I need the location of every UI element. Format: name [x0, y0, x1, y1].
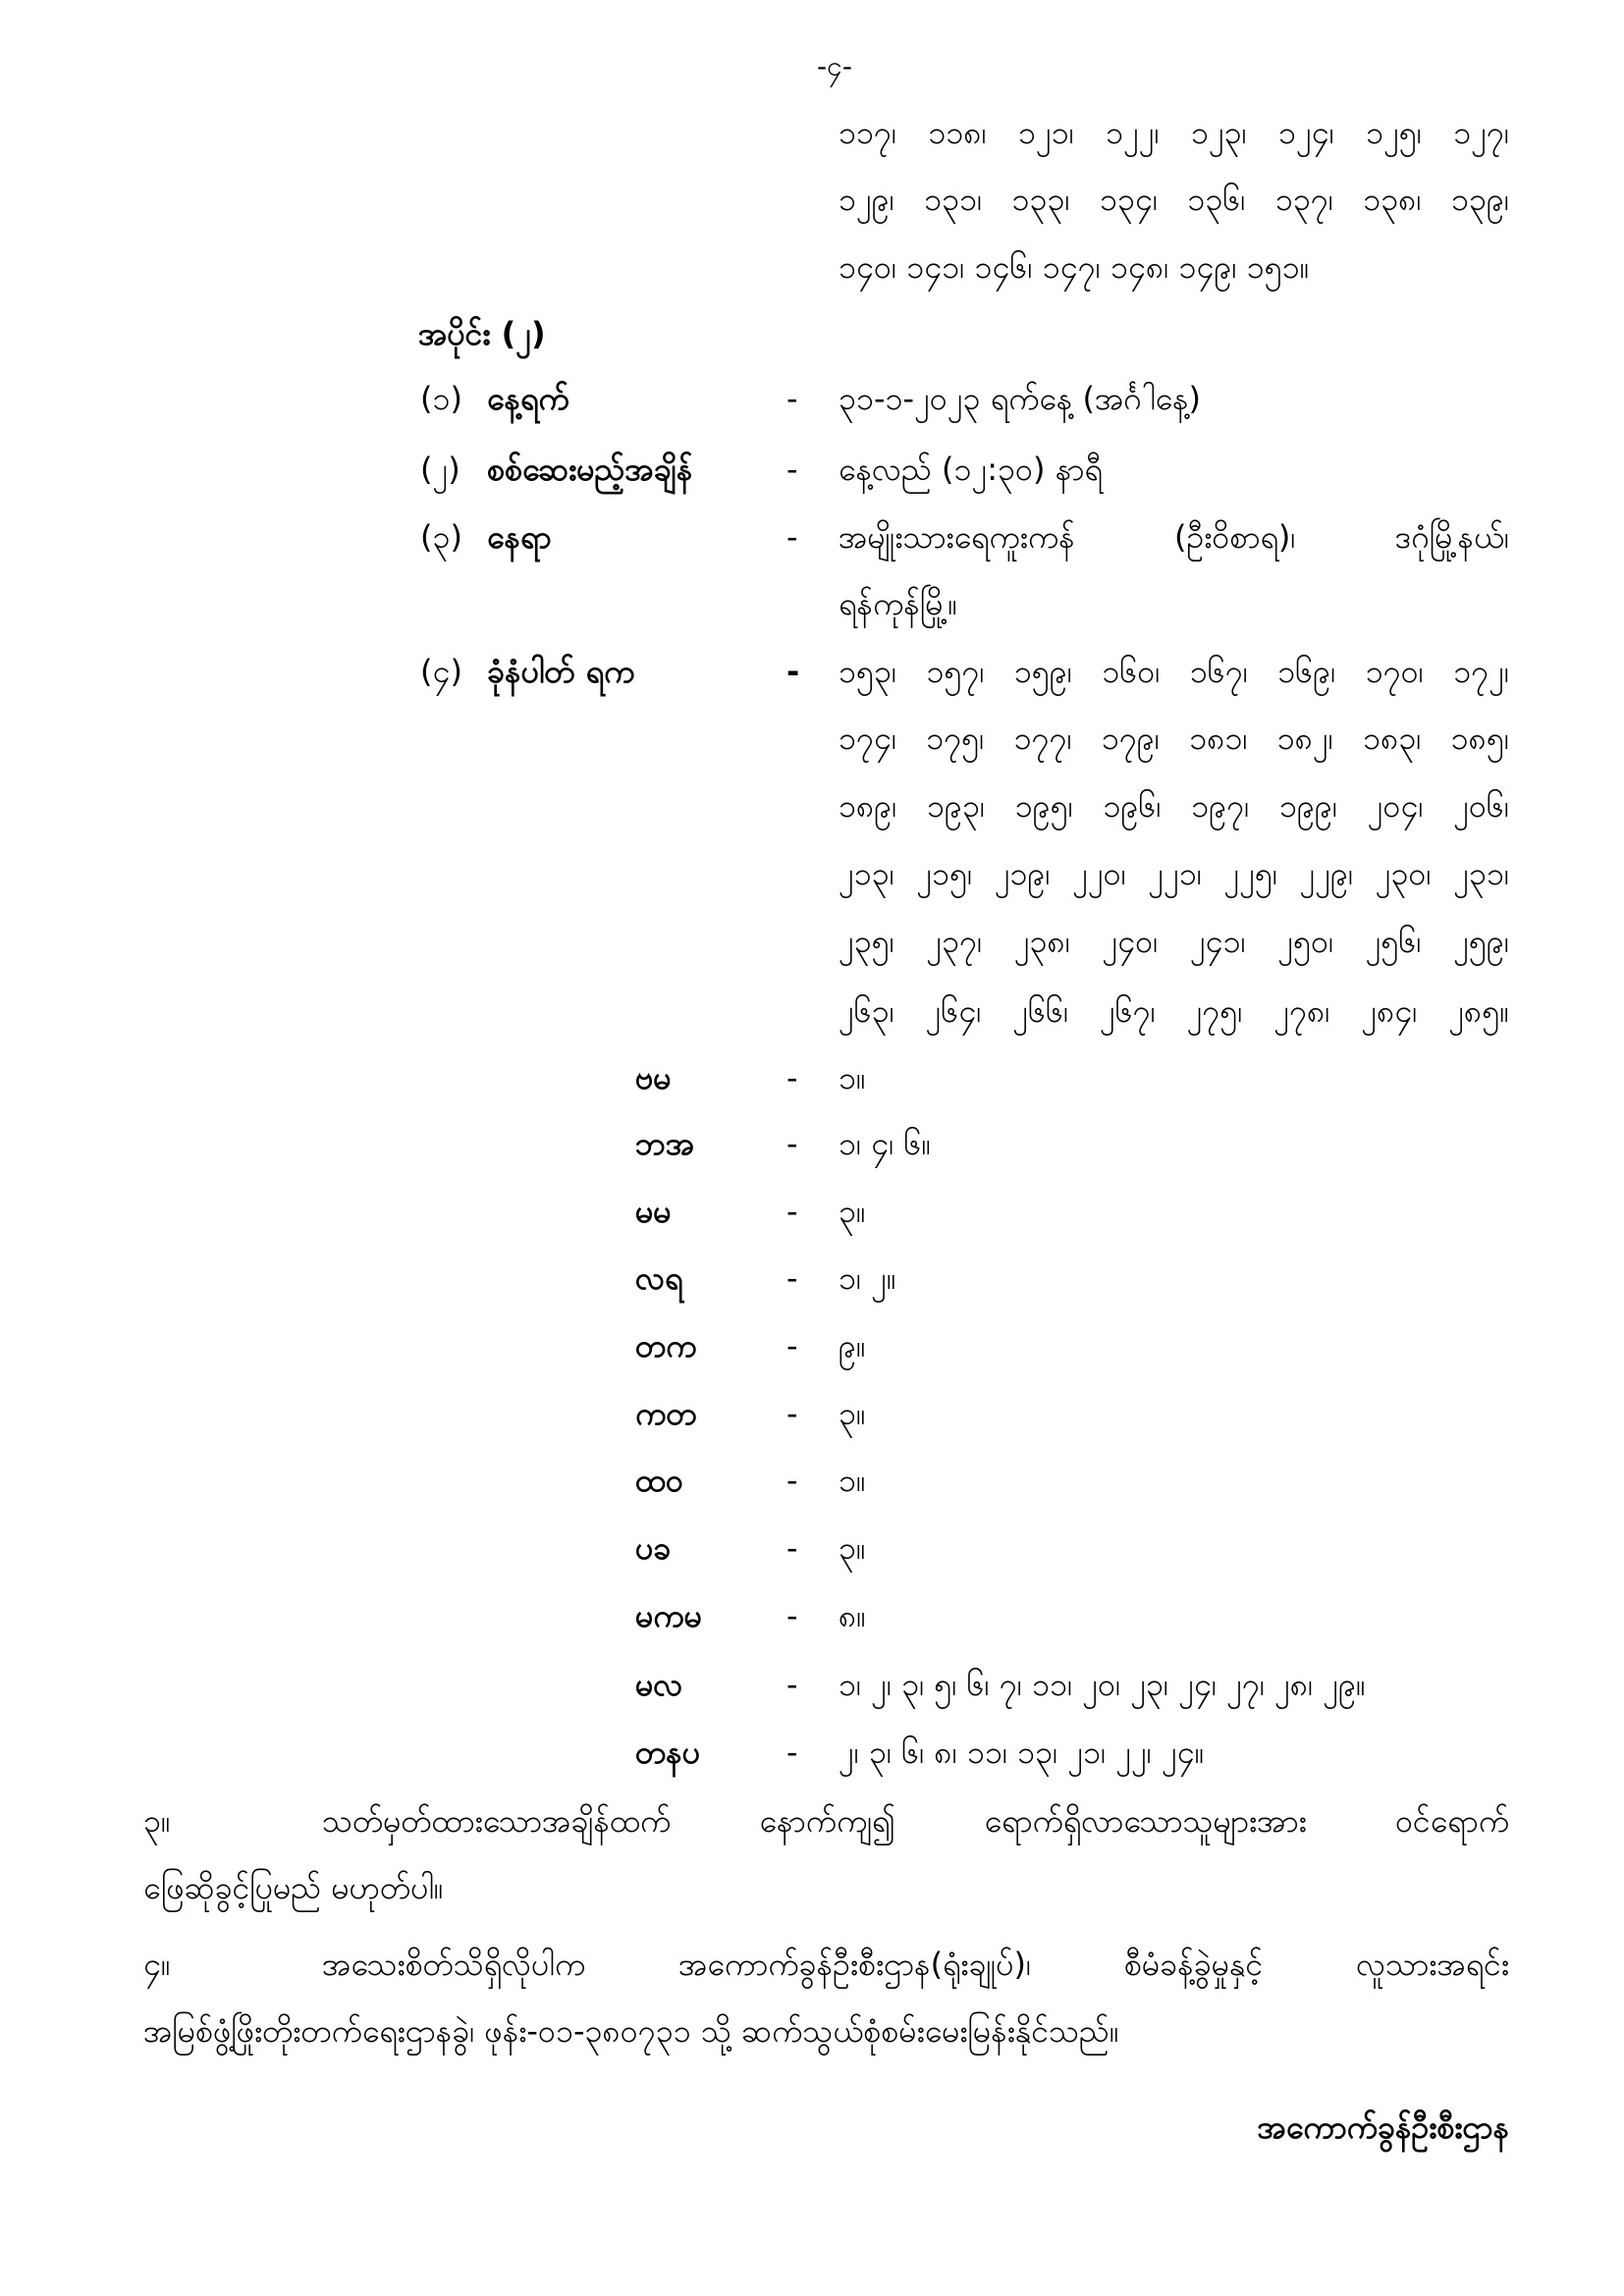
code-value: ၃။	[839, 1193, 866, 1230]
seat-number-line: ၂၆၃၊ ၂၆၄၊ ၂၆၆၊ ၂၆၇၊ ၂၇၅၊ ၂၇၈၊ ၂၈၄၊ ၂၈၅။	[839, 992, 1509, 1030]
code-value: ၁၊ ၄၊ ၆။	[839, 1125, 932, 1162]
paragraph-line: သတ်မှတ်ထားသောအချိန်ထက် နောက်ကျ၍ ရောက်ရှိလာသောသူများအား ဝင်ရောက်	[322, 1802, 1509, 1840]
code-value: ၁၊ ၂၊ ၃၊ ၅၊ ၆၊ ၇၊ ၁၁၊ ၂၀၊ ၂၃၊ ၂၄၊ ၂၇၊ ၂၈၊ ၂၉။	[839, 1666, 1366, 1703]
part-heading: အပိုင်း (၂)	[418, 315, 546, 352]
code-separator: -	[786, 1259, 798, 1297]
code-label: တက	[635, 1327, 697, 1364]
paragraph-number: ၃။	[143, 1802, 171, 1840]
item-number: (၃)	[420, 518, 462, 556]
code-label: ပခ	[635, 1529, 672, 1567]
code-value: ၃။	[839, 1395, 866, 1432]
paragraph-line: အသေးစိတ်သိရှိလိုပါက အကောက်ခွန်ဦးစီးဌာန(ရုံးချုပ်)၊ စီမံခန့်ခွဲမှုနှင့် လူသားအရင်း	[322, 1946, 1509, 1983]
code-separator: -	[786, 1597, 798, 1634]
item-separator: -	[786, 451, 798, 488]
code-separator: -	[786, 1193, 798, 1230]
continuation-line: ၁၂၉၊ ၁၃၁၊ ၁၃၃၊ ၁၃၄၊ ၁၃၆၊ ၁၃၇၊ ၁၃၈၊ ၁၃၉၊	[839, 181, 1509, 218]
continuation-line: ၁၄၀၊ ၁၄၁၊ ၁၄၆၊ ၁၄၇၊ ၁၄၈၊ ၁၄၉၊ ၁၅၁။	[839, 248, 1310, 286]
code-label: မကမ	[635, 1597, 702, 1634]
item-number: (၁)	[420, 380, 462, 417]
item-number: (၂)	[420, 451, 460, 488]
code-label: တနပ	[635, 1734, 700, 1771]
code-label: ထဝ	[635, 1462, 683, 1499]
item-label-time: စစ်ဆေးမည့်အချိန်	[487, 451, 693, 488]
seat-number-line: ၂၃၅၊ ၂၃၇၊ ၂၃၈၊ ၂၄၀၊ ၂၄၁၊ ၂၅၀၊ ၂၅၆၊ ၂၅၉၊	[839, 923, 1509, 960]
code-value: ၁၊ ၂။	[839, 1259, 896, 1297]
item-label-venue: နေရာ	[487, 518, 552, 556]
code-separator: -	[786, 1395, 798, 1432]
continuation-line: ၁၁၇၊ ၁၁၈၊ ၁၂၁၊ ၁၂၂၊ ၁၂၃၊ ၁၂၄၊ ၁၂၅၊ ၁၂၇၊	[839, 114, 1509, 151]
code-value: ၁။	[839, 1462, 866, 1499]
code-separator: -	[786, 1529, 798, 1567]
code-label: ဗမ	[635, 1059, 672, 1096]
page-number: -၄-	[817, 50, 852, 82]
item-number: (၄)	[420, 653, 462, 690]
code-separator: -	[786, 1666, 798, 1703]
code-label: ဘအ	[635, 1125, 695, 1162]
item-value-time: နေ့လည် (၁၂:၃၀) နာရီ	[839, 451, 1103, 488]
item-value-date: ၃၁-၁-၂၀၂၃ ရက်နေ့ (အင်္ဂါနေ့)	[839, 380, 1202, 417]
seat-number-line: ၁၅၃၊ ၁၅၇၊ ၁၅၉၊ ၁၆၀၊ ၁၆၇၊ ၁၆၉၊ ၁၇၀၊ ၁၇၂၊	[839, 653, 1509, 690]
seat-number-line: ၁၈၉၊ ၁၉၃၊ ၁၉၅၊ ၁၉၆၊ ၁၉၇၊ ၁၉၉၊ ၂၀၄၊ ၂၀၆၊	[839, 787, 1509, 825]
item-label-seat-numbers: ခုံနံပါတ် ရက	[487, 653, 635, 690]
code-value: ၂၊ ၃၊ ၆၊ ၈၊ ၁၁၊ ၁၃၊ ၂၁၊ ၂၂၊ ၂၄။	[839, 1734, 1205, 1771]
item-value-venue: အမျိုးသားရေကူးကန် (ဦးဝိစာရ)၊ ဒဂုံမြို့နယ်၊	[839, 518, 1509, 556]
code-value: ၈။	[839, 1597, 866, 1634]
code-separator: -	[786, 1327, 798, 1364]
item-value-venue: ရန်ကုန်မြို့။	[839, 585, 958, 622]
code-label: မလ	[635, 1666, 683, 1703]
code-label: လရ	[635, 1259, 683, 1297]
paragraph-line: ဖြေဆိုခွင့်ပြုမည် မဟုတ်ပါ။	[143, 1869, 444, 1906]
code-separator: -	[786, 1734, 798, 1771]
code-separator: -	[786, 1125, 798, 1162]
code-label: မမ	[635, 1193, 672, 1230]
item-label-date: နေ့ရက်	[487, 380, 569, 417]
item-separator: -	[786, 518, 798, 556]
item-separator: -	[786, 380, 798, 417]
code-value: ၁။	[839, 1059, 866, 1096]
paragraph-number: ၄။	[143, 1946, 171, 1983]
seat-number-line: ၁၇၄၊ ၁၇၅၊ ၁၇၇၊ ၁၇၉၊ ၁၈၁၊ ၁၈၂၊ ၁၈၃၊ ၁၈၅၊	[839, 720, 1509, 757]
issuing-department-signature: အကောက်ခွန်ဦးစီးဌာန	[1257, 2109, 1509, 2146]
code-value: ၉။	[839, 1327, 866, 1364]
code-value: ၃။	[839, 1529, 866, 1567]
paragraph-line: အမြစ်ဖွံ့ဖြိုးတိုးတက်ရေးဌာနခွဲ၊ ဖုန်း-၀၁-၃၈၀၇၃၁ သို့ ဆက်သွယ်စုံစမ်းမေးမြန်းနိုင်သည်။	[143, 2012, 1119, 2050]
code-separator: -	[786, 1059, 798, 1096]
code-separator: -	[786, 1462, 798, 1499]
seat-number-line: ၂၁၃၊ ၂၁၅၊ ၂၁၉၊ ၂၂၀၊ ၂၂၁၊ ၂၂၅၊ ၂၂၉၊ ၂၃၀၊ ၂၃၁၊	[839, 855, 1509, 892]
code-label: ကတ	[635, 1395, 697, 1432]
item-separator: -	[786, 653, 800, 690]
